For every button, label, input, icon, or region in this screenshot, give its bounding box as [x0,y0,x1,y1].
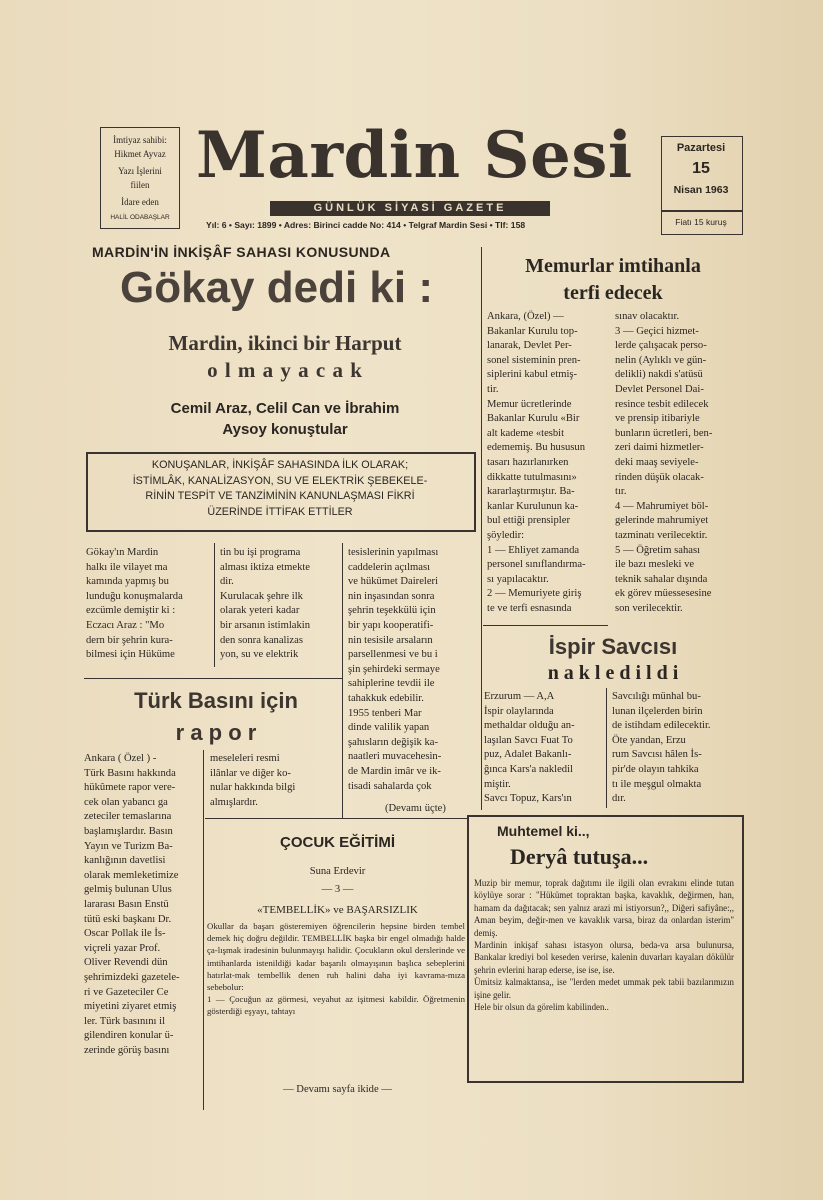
price: Fiatı 15 kuruş [675,217,727,227]
press-col-2: meseleleri resmi ilânlar ve diğer ko- nular hakkında bilgi almışlardır. [210,753,296,808]
education-title: ÇOCUK EĞİTİMİ [280,834,395,851]
press-col-1: Ankara ( Özel ) - Türk Basını hakkında hükûmete rapor vere- cek olan yabancı ga zeteciler temaslarına başlamışlardır. Basın Yayın ve Turizm Ba- kanlığının davetlisi olarak memleketimize gelmiş bulunan Ulus lararası Basın Enstü tütü eski başkanı Dr. Oscar Pollak ile İs- viçreli yazar Prof. Oliver Revendi dün şehrimizdeki gazetele- ri ve Gazeteciler Ce miyetini ziyaret etmiş ler. Türk basınını il gilendiren konular ü- zerinde görüş basını [84,753,180,1056]
section-rule [205,818,467,819]
lead-headline: Gökay dedi ki : [120,263,433,312]
ispir-col-1: Erzurum — A,A İspir olaylarında methaldar olduğu an- laşılan Savcı Fuat To puz, Adalet Bakanlı- ğınca Kars'a nakledil miştir. Savcı Topuz, Kars'ın [484,691,575,805]
exam-col-2: sınav olacaktır. 3 — Geçici hizmet- lerde çalışacak perso- nelin (Aylıklı ve gün- delikli) nakdi s'atüsü Devlet Personel Dai- resince tesbit edilecek ve prensip itibariyle bunların ücretleri, ben- zeri daimi hizmetler- deki maaş seviyele- rinden düşük olacak- tır. 4 — Mahrumiyet böl- gelerinde mahrumiyet tazminatı verilecektir. 5 — Öğretim sahası ile bazı mesleki ve teknik sahalar dışında ek görev müessesesine son verilecektir. [615,311,713,614]
date-month-year: Nisan 1963 [673,184,729,196]
lead-summary: KONUŞANLAR, İNKİŞÂF SAHASINDA İLK OLARAK; İSTİMLÂK, KANALİZASYON, SU VE ELEKTRİK ŞEBEKELE- RİNİN TESPİT VE TANZİMİNİN KANUNLAŞMASI FİKRİ ÜZERİNDE İTTİFAK ETTİLER [132,459,428,518]
lead-col-2: tin bu işi programa alması iktiza etmekte dir. Kurulacak şehre ilk olarak yeteri kadar bir arsanın istimlakin den sonra kanalizas yon, su ve elektrik [220,547,311,661]
section-rule [483,625,608,626]
section-rule [84,678,342,679]
ispir-col-2: Savcılığı münhal bu- lunan ilçelerden birin de istihdam edilecektir. Öte yandan, Erzu rum Savcısı hâlen İs- pir'de olayın tahkika tı ile meşgul olmakta dır. [612,691,711,805]
exam-headline: terfi edecek [563,282,663,304]
derya-headline: Deryâ tutuşa... [510,844,649,869]
lead-subhead: o l m a y a c a k [207,358,363,382]
column-rule [606,688,607,808]
masthead-title: Mardin Sesi [196,118,633,193]
derya-kicker: Muhtemel ki.., [497,823,590,839]
ispir-headline: n a k l e d i l d i [547,662,679,684]
press-headline: r a p o r [175,720,257,745]
education-author: Suna Erdevir [309,866,366,877]
lead-subhead: Mardin, ikinci bir Harput [168,331,402,355]
publisher-line: İdare eden [121,197,159,207]
masthead-subtitle: GÜNLÜK SİYASİ GAZETE [270,201,550,216]
masthead-info: Yıl: 6 • Sayı: 1899 • Adres: Birinci cadde No: 414 • Telgraf Mardin Sesi • Tlf: 158 [206,220,526,230]
lead-continued: (Devamı üçte) [385,803,446,814]
publisher-line: Hikmet Ayvaz [114,149,166,159]
exam-col-1: Ankara, (Özel) — Bakanlar Kurulu top- lanarak, Devlet Per- sonel sisteminin pren- siplerini kabul etmiş- tir. Memur ücretlerinde Bakanlar Kurulu «Bir alt kademe «tesbit edememiş. Bu hususun tasarı hazırlanırken dikkatte tutulmasını» kararlaştırmıştır. Ba- kanlar Kurulunun ka- bul ettiği prensipler şöyledir: 1 — Ehliyet zamanda personel sınıflandırma- sı yapılacaktır. 2 — Memuriyete giriş te ve terfi esnasında [487,311,586,614]
education-body: Okullar da başarı gösteremiyen öğrencilerin hepsine birden tembel demek hiç doğru değildir. TEMBELLİK başka bir engel olmadığı halde ça-lışmak iradesinin bulunmayışı halidir. Çocukların okul derslerinde ve imtihanlarda istenildiği kadar başarılı olmayışının başlıca sebeplerini hatırlat-mak tembellik denen ruh halini daha iyi kavrama-mıza sebebolur: 1 — Çocuğun az görmesi, veyahut az işitmesi kabildir. Öğretmenin gösterdiği eşyayı, tahtayı [207,921,465,1017]
lead-col-1: Gökay'ın Mardin halkı ile vilayet ma kamında yapmış bu lunduğu konuşmalarda ezcümle demiştir ki : Eczacı Araz : "Mo dern bir şehrin kura- bilmesi için Hüküme [86,547,183,661]
education-part: — 3 — [321,884,354,895]
column-rule [481,247,482,810]
ispir-headline: İspir Savcısı [548,634,678,659]
lead-kicker: MARDİN'İN İNKİŞÂF SAHASI KONUSUNDA [92,244,391,260]
exam-headline: Memurlar imtihanla [525,255,701,277]
publisher-line: fiilen [130,180,150,190]
publisher-line: İmtiyaz sahibi: [113,135,167,145]
education-continued: — Devamı sayfa ikide — [283,1084,392,1095]
date-number: 15 [692,160,710,177]
publisher-line: HALİL ODABAŞLAR [110,214,170,221]
press-headline: Türk Basını için [134,688,298,713]
date-day: Pazartesi [676,142,726,154]
column-rule [214,543,215,667]
education-subtitle: «TEMBELLİK» ve BAŞARSIZLIK [257,904,418,916]
publisher-line: Yazı İşlerini [118,166,162,176]
column-rule [342,543,343,819]
lead-col-3: tesislerinin yapılması caddelerin açılması ve hükümet Daireleri nin inşasından sonra şehrin teşekkülü için bir yapı kooperatifi- nin tesisile arsaların parsellenmesi ve bu i şin şehirdeki sermaye sahiplerine tevdii ile tahakkuk edebilir. 1955 tenberi Mar dinde valilik yapan şahısların değişik ka- naatleri muvacehesin- de Mardin imâr ve ik- tisadi sahalarda çok [348,547,442,792]
derya-body: Muzip bir memur, toprak dağıtımı ile ilgili olan evrakını elinde tutan köylüye sorar : "Hükümet topraktan başka, kavaklık, değirmen, han, hamam da dağıtacak; sen yalnız arazi mi istiyorsun?,, Diğeri safiyâne:,, Aman beyim, değir-men ve kavaklık varsa, biraz da onlardan isterim" demiş. Mardinin inkişaf sahası istasyon olursa, beda-va arsa bulunursa, Bankalar krediyi bol keseden verirse, kalenin duvarları kayaları dökülür şehrin evlerini harap ederse, ise ise, ise. Ümitsiz kalmaktansa,, ise "lerden medet ummak pek tabii bazılarımızın işine gelir. Hele bir olsun da görelim kabilinden.. [474,878,734,1013]
lead-speakers: Aysoy konuştular [222,421,348,438]
column-rule [203,750,204,1110]
lead-speakers: Cemil Araz, Celil Can ve İbrahim [170,400,400,417]
